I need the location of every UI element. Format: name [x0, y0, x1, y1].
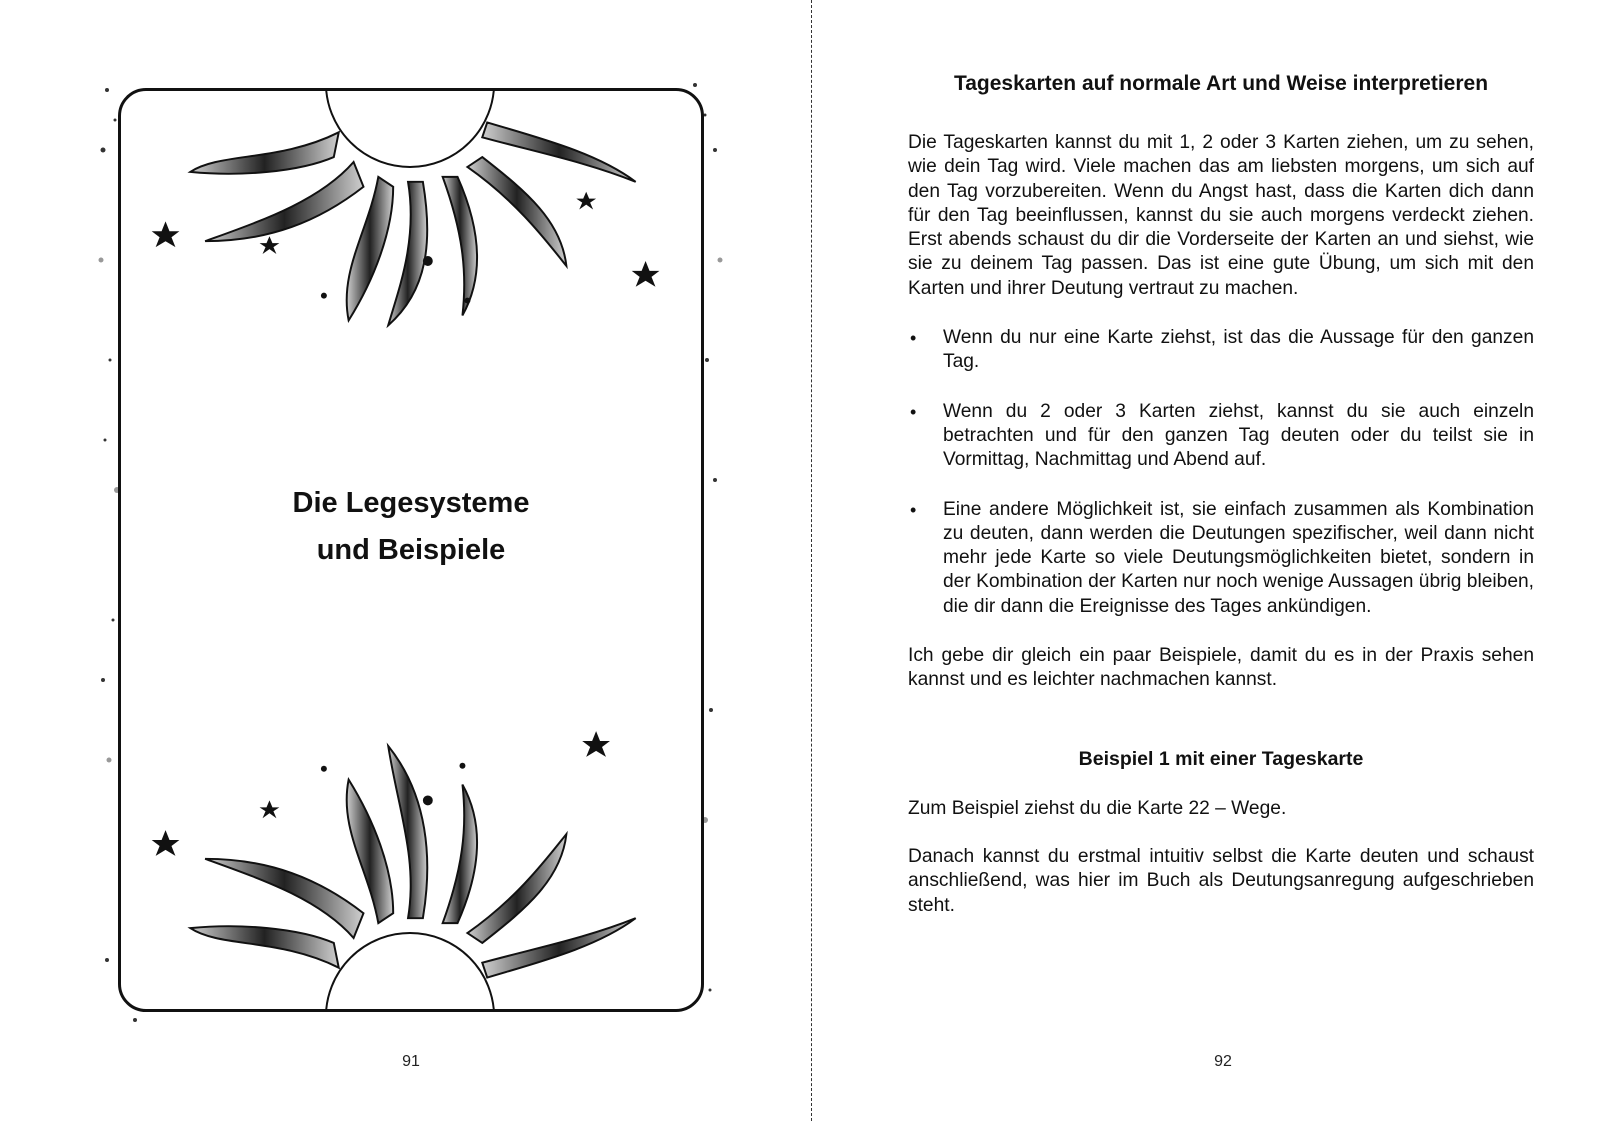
right-page — [812, 0, 1624, 1121]
section-heading: Tageskarten auf normale Art und Weise interpretieren — [953, 72, 1489, 95]
list-item-text: Eine andere Möglichkeit ist, sie einfach zusammen als Kombination zu deuten, dann werden die Deutungen spezifischer, weil dann nicht mehr jede Karte so viele Deutungsmöglichkeiten bietet, sondern in der Kombination der Karten nur noch wenige Aussagen übrig bleiben, die dir dann die Ereignisse des Tages ankündigen. — [943, 498, 1534, 617]
intro-paragraph: Die Tageskarten kannst du mit 1, 2 oder 3 Karten ziehen, um zu sehen, wie dein Tag wird. Viele machen das am liebsten morgens, um sich auf den Tag vorzubereiten. Wenn du Angst hast, dass die Karten dich dann für den Tag beeinflussen, kannst du sie auch morgens verdeckt ziehen. Erst abends schaust du dir die Vorderseite der Karten an und siehst, wie sie zu deinem Tag passen. Das ist eine gute Übung, um sich mit den Karten und ihrer Deutung vertraut zu machen. — [908, 132, 1534, 299]
page-number-right: 92 — [1214, 1053, 1232, 1070]
chapter-title-line-1: Die Legesysteme — [292, 487, 530, 519]
bullet-icon: • — [910, 499, 917, 520]
page-content — [908, 70, 1534, 918]
chapter-title-line-2: und Beispiele — [316, 534, 506, 566]
example-paragraph-2: Danach kannst du erstmal intuitiv selbst die Karte deuten und schaust anschließend, was hier im Buch als Deutungsanregung aufgeschrieben steht. — [908, 845, 1534, 916]
list-item — [908, 326, 1534, 375]
bullet-icon: • — [910, 401, 917, 422]
bullet-icon: • — [910, 328, 917, 349]
example-heading: Beispiel 1 mit einer Tageskarte — [1078, 747, 1364, 770]
list-item — [908, 400, 1534, 473]
list-item-text: Wenn du 2 oder 3 Karten ziehst, kannst du sie auch einzeln betrachten und für den ganzen Tag deuten oder du teilst sie in Vormittag, Nachmittag und Abend auf. — [943, 400, 1534, 471]
outro-paragraph: Ich gebe dir gleich ein paar Beispiele, damit du es in der Praxis sehen kannst und es leichter nachmachen kannst. — [908, 645, 1534, 691]
bullet-list — [908, 326, 1534, 619]
example-paragraph-1: Zum Beispiel ziehst du die Karte 22 – Wege. — [908, 797, 1287, 819]
page-number-left: 91 — [402, 1053, 420, 1070]
list-item — [908, 498, 1534, 619]
list-item-text: Wenn du nur eine Karte ziehst, ist das die Aussage für den ganzen Tag. — [943, 327, 1534, 373]
chapter-title — [118, 480, 704, 574]
